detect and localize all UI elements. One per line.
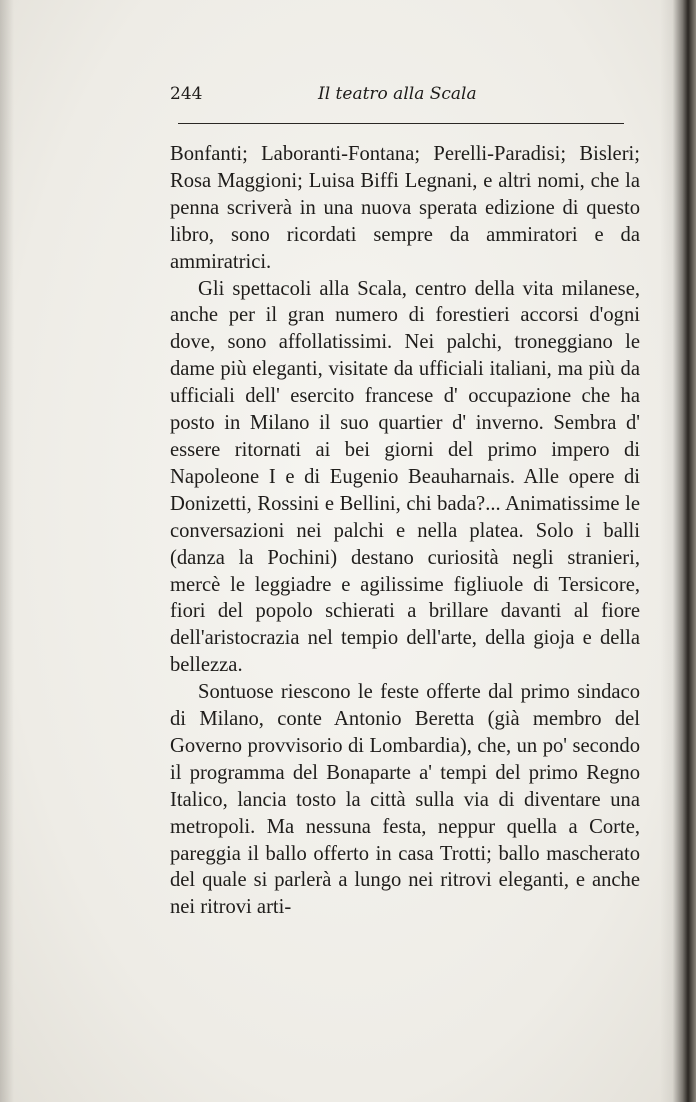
page-left-shadow xyxy=(0,0,14,1102)
paragraph-1: Bonfanti; Laboranti-Fontana; Perelli-Paradisi; Bisleri; Rosa Maggioni; Luisa Biffi Legnani, e altri nomi, che la penna scriverà in una nuova sperata edizione di questo libro, sono ricordati sempre da ammiratori e da ammiratrici. xyxy=(170,143,640,273)
page-number: 244 xyxy=(170,84,203,104)
page-header xyxy=(170,84,624,112)
book-binding-edge xyxy=(660,0,696,1102)
running-title: Il teatro alla Scala xyxy=(318,84,477,104)
header-rule xyxy=(178,123,624,124)
paragraph-2: Gli spettacoli alla Scala, centro della vita milanese, anche per il gran numero di forestieri accorsi d'ogni dove, sono affollatissimi. Nei palchi, troneggiano le dame più eleganti, visitate da ufficiali italiani, ma più da ufficiali dell' esercito francese d' occupazione che ha posto in Milano il suo quartier d' inverno. Sembra d' essere ritornati ai bei giorni del primo impero di Napoleone I e di Eugenio Beauharnais. Alle opere di Donizetti, Rossini e Bellini, chi bada?... Animatissime le conversazioni nei palchi e nella platea. Solo i balli (danza la Pochini) destano curiosità negli stranieri, mercè le leggiadre e agilissime figliuole di Tersicore, fiori del popolo schierati a brillare davanti al fiore dell'aristocrazia nel tempio dell'arte, della gioja e della bellezza. xyxy=(170,277,640,677)
body-text xyxy=(170,141,640,921)
paragraph-3: Sontuose riescono le feste offerte dal primo sindaco di Milano, conte Antonio Beretta (già membro del Governo provvisorio di Lombardia), che, un po' secondo il programma del Bonaparte a' tempi del primo Regno Italico, lancia tosto la città sulla via di diventare una metropoli. Ma nessuna festa, neppur quella a Corte, pareggia il ballo offerto in casa Trotti; ballo mascherato del quale si parlerà a lungo nei ritrovi eleganti, e anche nei ritrovi arti- xyxy=(170,681,640,919)
